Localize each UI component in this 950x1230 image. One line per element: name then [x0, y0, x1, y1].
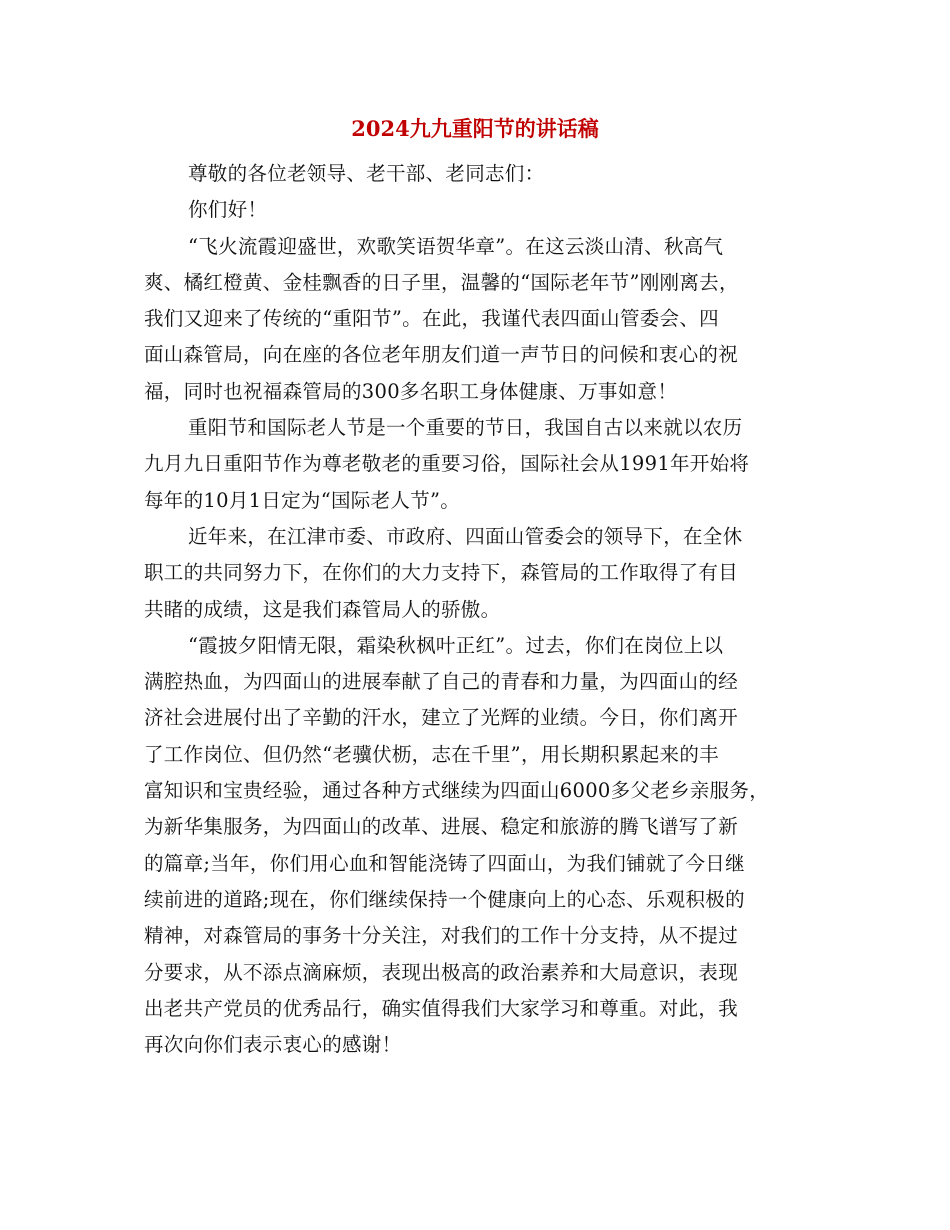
document-title: 2024九九重阳节的讲话稿	[351, 116, 599, 141]
paragraph-line: 我们又迎来了传统的“重阳节”。在此，我谨代表四面山管委会、四	[144, 307, 719, 331]
paragraph-line: 面山森管局，向在座的各位老年朋友们道一声节日的问候和衷心的祝	[144, 343, 739, 367]
paragraph-line: “飞火流霞迎盛世，欢歌笑语贺华章”。在这云淡山清、秋高气	[188, 234, 724, 258]
paragraph-line: 精神，对森管局的事务十分关注，对我们的工作十分支持，从不提过	[144, 924, 739, 948]
paragraph-line: 每年的10月1日定为“国际老人节”。	[144, 488, 461, 512]
paragraph-line: 再次向你们表示衷心的感谢！	[144, 1033, 402, 1057]
paragraph-line: 重阳节和国际老人节是一个重要的节日，我国自古以来就以农历	[188, 416, 743, 440]
paragraph-line: 分要求，从不添点滴麻烦，表现出极高的政治素养和大局意识，表现	[144, 960, 739, 984]
paragraph-line: 了工作岗位、但仍然“老骥伏枥，志在千里”，用长期积累起来的丰	[144, 742, 719, 766]
paragraph-line: 福，同时也祝福森管局的300多名职工身体健康、万事如意！	[144, 379, 678, 403]
paragraph-line: 九月九日重阳节作为尊老敬老的重要习俗，国际社会从1991年开始将	[144, 452, 750, 476]
salutation-line: 尊敬的各位老领导、老干部、老同志们：	[188, 162, 545, 185]
greeting-line: 你们好！	[188, 198, 268, 222]
paragraph-line: “霞披夕阳情无限，霜染秋枫叶正红”。过去，你们在岗位上以	[188, 633, 724, 657]
paragraph-line: 富知识和宝贵经验，通过各种方式继续为四面山6000多父老乡亲服务，	[144, 779, 770, 803]
paragraph-line: 爽、橘红橙黄、金桂飘香的日子里，温馨的“国际老年节”刚刚离去，	[144, 270, 739, 294]
paragraph-line: 共睹的成绩，这是我们森管局人的骄傲。	[144, 597, 501, 621]
paragraph-line: 出老共产党员的优秀品行，确实值得我们大家学习和尊重。对此，我	[144, 996, 739, 1020]
paragraph-line: 职工的共同努力下，在你们的大力支持下，森管局的工作取得了有目	[144, 561, 739, 585]
paragraph-line: 的篇章;当年，你们用心血和智能浇铸了四面山，为我们铺就了今日继	[144, 851, 745, 875]
document-body	[144, 156, 814, 1063]
paragraph-line: 为新华集服务，为四面山的改革、进展、稳定和旅游的腾飞谱写了新	[144, 815, 739, 839]
paragraph-line: 续前进的道路;现在，你们继续保持一个健康向上的心态、乐观积极的	[144, 887, 745, 911]
paragraph-line: 满腔热血，为四面山的进展奉献了自己的青春和力量，为四面山的经	[144, 670, 739, 694]
paragraph-line: 近年来，在江津市委、市政府、四面山管委会的领导下，在全休	[188, 524, 743, 548]
paragraph-line: 济社会进展付出了辛勤的汗水，建立了光辉的业绩。今日，你们离开	[144, 706, 739, 730]
